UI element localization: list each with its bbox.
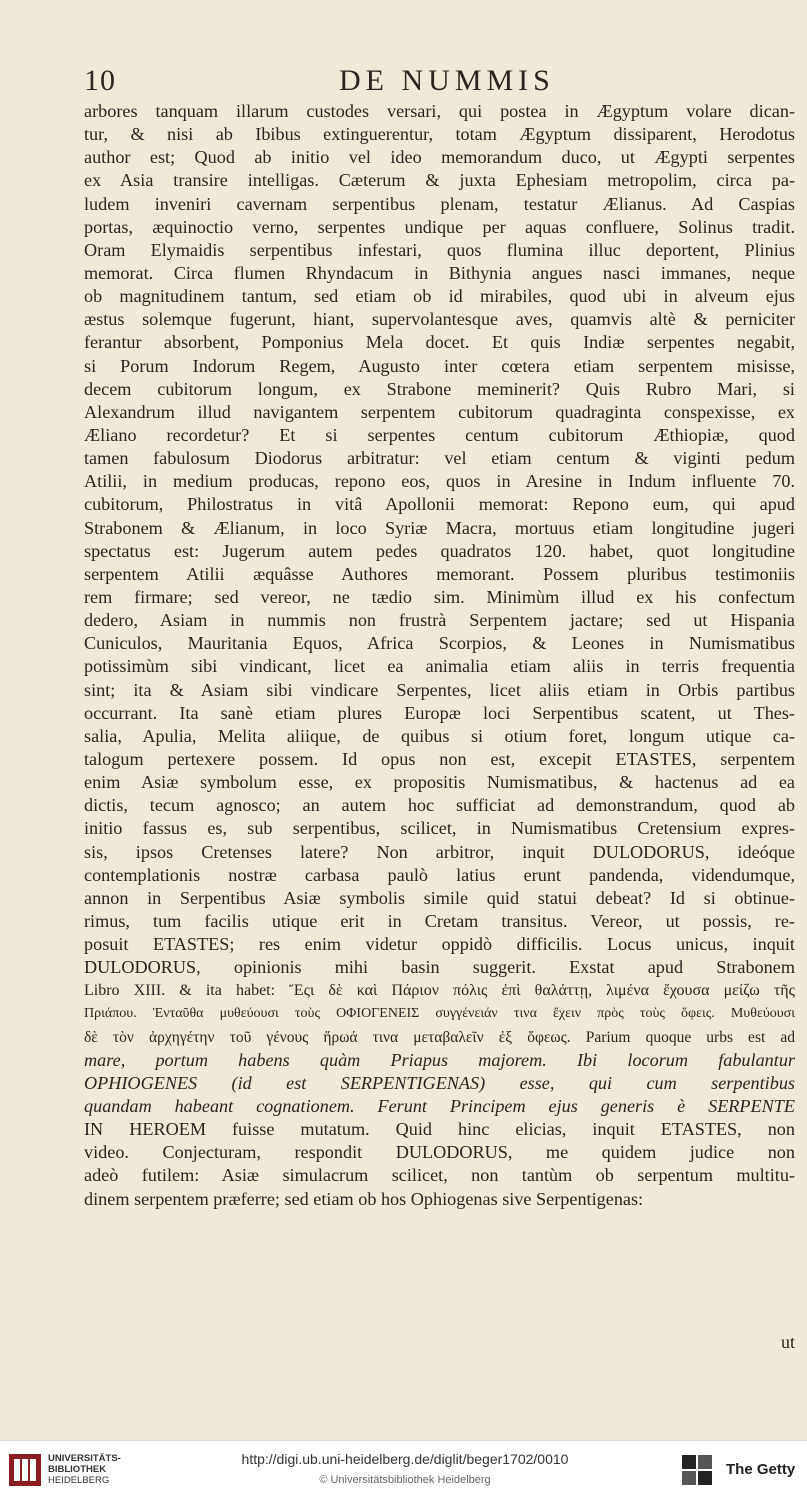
library-seal-icon <box>8 1453 42 1487</box>
text-line: Alexandrum illud navigantem serpentem cubitorum quadraginta conspexisse, ex <box>84 401 795 422</box>
source-url-link[interactable]: http://digi.ub.uni-heidelberg.de/diglit/beger1702/0010 <box>241 1451 569 1467</box>
text-line: ob magnitudinem tantum, sed etiam ob id mirabiles, quod ubi in alveum ejus <box>84 286 795 307</box>
text-line: spectatus est: Jugerum autem pedes quadratos 120. habet, quot longitudine <box>84 540 795 561</box>
running-title: DE NUMMIS <box>339 64 555 97</box>
text-line: author est; Quod ab initio vel ideo memorandum duco, ut Ægypti serpentes <box>84 147 795 168</box>
text-line: talogum pertexere possem. Id opus non est, excepit ETASTES, serpentem <box>84 748 795 769</box>
text-line: portas, æquinoctio verno, serpentes undique per aquas confluere, Solinus tradit. <box>84 216 795 237</box>
text-line: adeò futilem: Asiæ simulacrum scilicet, non tantùm ob serpentum multitu- <box>84 1165 795 1186</box>
greek-text-line: Πριάπου. Ἐνταῦθα μυθεύουσι τοὺς ΟΦΙΟΓΕΝΕΙΣ συγγένειάν τινα ἔχειν πρὸς τοὺς ὄφεις. Μυθεύουσι <box>84 1006 795 1022</box>
text-line: si Porum Indorum Regem, Augusto inter cœtera etiam serpentem misisse, <box>84 355 795 376</box>
text-line: occurrant. Ita sanè etiam plures Europæ loci Serpentibus scatent, ut Thes- <box>84 702 795 723</box>
text-line: Cuniculos, Mauritania Equos, Africa Scorpios, & Leones in Numismatibus <box>84 633 795 654</box>
text-line: contemplationis nostræ carbasa paulò latius erunt pandenda, videndumque, <box>84 864 795 885</box>
text-line: posuit ETASTES; res enim videtur oppidò difficilis. Locus unicus, inquit <box>84 934 795 955</box>
text-line: Strabonem & Ælianum, in loco Syriæ Macra, mortuus etiam longitudine jugeri <box>84 517 795 538</box>
text-line: salia, Apulia, Melita aliique, de quibus si otium foret, longum utique ca- <box>84 725 795 746</box>
viewer-footer <box>0 1440 807 1499</box>
library-name-line: HEIDELBERG <box>48 1475 110 1486</box>
text-line: IN HEROEM fuisse mutatum. Quid hinc elicias, inquit ETASTES, non <box>84 1119 795 1140</box>
library-name <box>48 1453 121 1486</box>
text-line: sint; ita & Asiam sibi vindicare Serpentes, licet aliis etiam in Orbis partibus <box>84 679 795 700</box>
text-line: mare, portum habens quàm Priapus majorem. Ibi locorum fabulantur <box>84 1049 795 1070</box>
body-text <box>84 100 795 1211</box>
text-line: dedero, Asiam in nummis non frustrà Serpentem jactare; sed ut Hispania <box>84 610 795 631</box>
text-line: arbores tanquam illarum custodes versari, qui postea in Ægyptum volare dican- <box>84 101 795 121</box>
text-line: Æliano recordetur? Et si serpentes centum cubitorum Æthiopiæ, quod <box>84 424 795 445</box>
partner-name[interactable]: The Getty <box>726 1461 796 1478</box>
text-line: serpentem Atilii æquâsse Authores memorant. Possem pluribus testimoniis <box>84 563 795 584</box>
text-line: tamen fabulosum Diodorus arbitratur: vel etiam centum & viginti pedum <box>84 448 795 469</box>
text-line: rem firmare; sed vereor, ne tædio sim. Minimùm illud ex his confectum <box>84 586 795 607</box>
text-line: Oram Elymaidis serpentibus infestari, quos flumina illuc deportent, Plinius <box>84 239 795 260</box>
partner-logo-icon <box>680 1453 714 1487</box>
greek-text-line: Libro XIII. & ita habet: Ἔςι δὲ καὶ Πάριον πόλις ἐπὶ θαλάττῃ, λιμένα ἔχουσα μείζω τῆς <box>84 982 795 1000</box>
text-line: tur, & nisi ab Ibibus extinguerentur, totam Ægyptum dissiparent, Herodotus <box>84 124 795 145</box>
text-line: annon in Serpentibus Asiæ symbolis simile quid statui debeat? Id si obtinue- <box>84 887 795 908</box>
text-line: Atilii, in medium producas, repono eos, quos in Aresine in Indum influente 70. <box>84 471 795 492</box>
library-logo[interactable] <box>8 1451 188 1491</box>
text-line: æstus solemque fugerunt, hiant, supervolantesque aves, quamvis altè & perniciter <box>84 309 795 330</box>
text-line: ex Asia transire intelligas. Cæterum & juxta Ephesiam metropolim, circa pa- <box>84 170 795 191</box>
text-line: initio fassus es, sub serpentibus, scilicet, in Numismatibus Cretensium expres- <box>84 818 795 839</box>
catchword: ut <box>780 1332 795 1352</box>
text-line: sis, ipsos Cretenses latere? Non arbitror, inquit DULODORUS, ideóque <box>84 841 795 862</box>
text-line: quandam habeant cognationem. Ferunt Principem ejus generis è SERPENTE <box>84 1096 795 1117</box>
text-line: memorat. Circa flumen Rhyndacum in Bithynia angues nasci immanes, neque <box>84 262 795 283</box>
copyright-notice: © Universitätsbibliothek Heidelberg <box>319 1474 491 1486</box>
text-line: video. Conjecturam, respondit DULODORUS, me quidem judice non <box>84 1142 795 1163</box>
library-name-line: UNIVERSITÄTS- <box>48 1453 121 1464</box>
text-line: OPHIOGENES (id est SERPENTIGENAS) esse, qui cum serpentibus <box>84 1072 795 1093</box>
library-name-line: BIBLIOTHEK <box>48 1464 107 1475</box>
text-line: ludem inveniri cavernam serpentibus plenam, testatur Ælianus. Ad Caspias <box>84 193 795 214</box>
text-line: ferantur absorbent, Pomponius Mela docet. Et quis Indiæ serpentes negabit, <box>84 332 795 353</box>
text-line: rimus, tum facilis utique erit in Cretam transitus. Vereor, ut possis, re- <box>84 910 795 931</box>
text-line: DULODORUS, opinionis mihi basin suggerit. Exstat apud Strabonem <box>84 957 795 978</box>
text-line: cubitorum, Philostratus in vitâ Apollonii memorat: Repono eum, qui apud <box>84 494 795 515</box>
text-line: dinem serpentem præferre; sed etiam ob hos Ophiogenas sive Serpentigenas: <box>84 1188 644 1209</box>
text-line: decem cubitorum longum, ex Strabone meminerit? Quis Rubro Mari, si <box>84 378 795 399</box>
text-line: potissimùm sibi vindicant, licet ea animalia etiam aliis in terris frequentia <box>84 656 795 677</box>
text-line: dictis, tecum agnosco; an autem hoc sufficiat ad demonstrandum, quod ab <box>84 795 795 816</box>
greek-text-line: δὲ τὸν ἀρχηγέτην τοῦ γένους ἥρωά τινα μεταβαλεῖν ἐξ ὄφεως. Parium quoque urbs est ad <box>84 1028 795 1046</box>
text-line: enim Asiæ symbolum esse, ex propositis Numismatibus, & hactenus ad ea <box>84 772 795 793</box>
page-header <box>84 62 794 102</box>
page-number: 10 <box>84 64 116 97</box>
